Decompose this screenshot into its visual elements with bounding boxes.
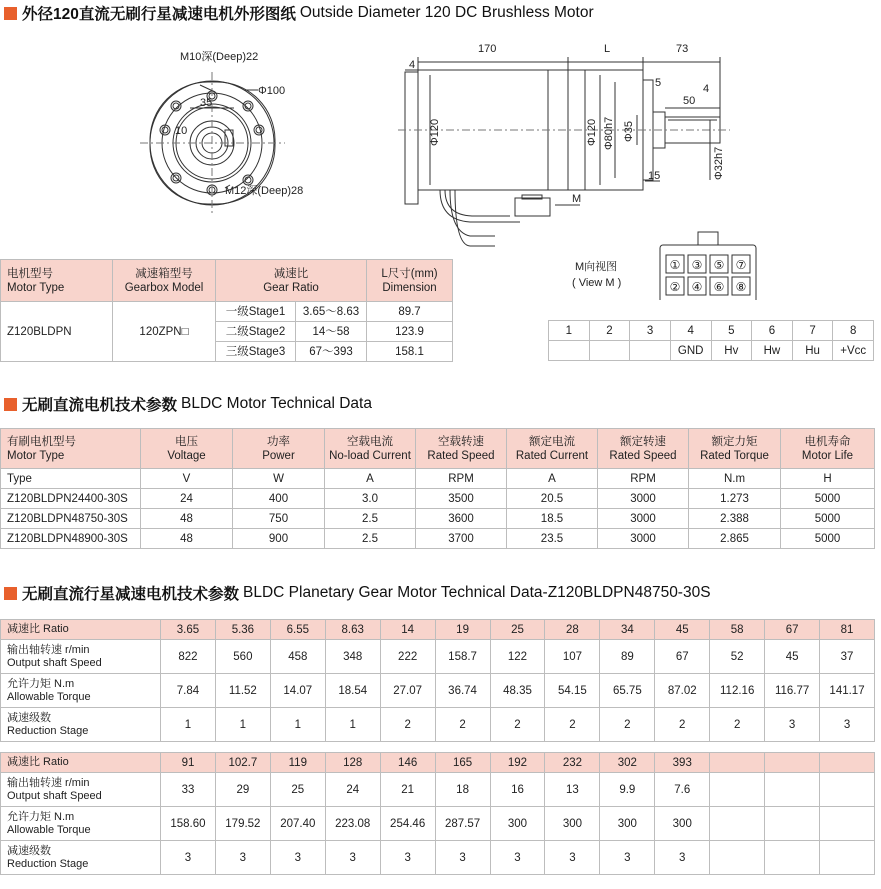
stage-value: 3 — [600, 841, 655, 875]
ratio-value — [710, 753, 765, 773]
unit-cell: H — [781, 469, 875, 489]
torque-value — [710, 807, 765, 841]
table-row — [1, 509, 875, 529]
stage-value: 2 — [655, 708, 710, 742]
pin-number: 2 — [589, 321, 630, 341]
label-4b: 4 — [703, 83, 710, 95]
pin-number: 1 — [549, 321, 590, 341]
stage-value: 2 — [435, 708, 490, 742]
label-5: 5 — [655, 77, 662, 89]
torque-value: 27.07 — [380, 674, 435, 708]
section-title-en: BLDC Planetary Gear Motor Technical Data-Z120BLDPN48750-30S — [243, 584, 711, 601]
table-cell: 48 — [141, 529, 233, 549]
stage-value: 3 — [161, 841, 216, 875]
stage-value: 3 — [215, 841, 270, 875]
speed-value: 822 — [161, 640, 216, 674]
unit-cell: RPM — [416, 469, 507, 489]
stage-row — [1, 708, 875, 742]
table-cell: 5000 — [781, 489, 875, 509]
ratio-value: 19 — [435, 620, 490, 640]
table-cell: 3000 — [598, 509, 689, 529]
stage-label: 一级Stage1 — [216, 302, 296, 322]
speed-value: 21 — [380, 773, 435, 807]
model-cell: Z120BLDPN48900-30S — [1, 529, 141, 549]
speed-value — [710, 773, 765, 807]
model-cell: Z120BLDPN48750-30S — [1, 509, 141, 529]
row-label: 输出轴转速 r/min Output shaft Speed — [1, 640, 161, 674]
pin-label: ② — [669, 280, 681, 294]
header-gear-ratio: 减速比 Gear Ratio — [216, 260, 367, 302]
pin-label: ⑧ — [735, 280, 747, 294]
header-cell: 额定转速 Rated Speed — [598, 429, 689, 469]
torque-value: 300 — [655, 807, 710, 841]
table-cell: 24 — [141, 489, 233, 509]
unit-cell: V — [141, 469, 233, 489]
row-label: 减速级数 Reduction Stage — [1, 841, 161, 875]
stage-value: 3 — [765, 708, 820, 742]
torque-value: 65.75 — [600, 674, 655, 708]
ratio-value: 6.55 — [270, 620, 325, 640]
table-row — [1, 529, 875, 549]
table-cell: 3000 — [598, 529, 689, 549]
side-view — [398, 57, 730, 246]
torque-value: 254.46 — [380, 807, 435, 841]
connector-view-en: ( View M ) — [572, 277, 622, 289]
row-label: 输出轴转速 r/min Output shaft Speed — [1, 773, 161, 807]
section-title-gear — [4, 582, 711, 604]
pin-label: ⑦ — [735, 258, 747, 272]
header-gearbox-model: 减速箱型号 Gearbox Model — [113, 260, 216, 302]
table-cell: 750 — [233, 509, 325, 529]
speed-value: 89 — [600, 640, 655, 674]
section-title-en: BLDC Motor Technical Data — [181, 395, 372, 412]
table-cell: 5000 — [781, 509, 875, 529]
speed-value: 13 — [545, 773, 600, 807]
ratio-range: 67～393 — [296, 342, 367, 362]
pin-label: ④ — [691, 280, 703, 294]
torque-value: 158.60 — [161, 807, 216, 841]
section-marker-icon — [4, 587, 17, 600]
ratio-value: 5.36 — [215, 620, 270, 640]
row-label: 减速比 Ratio — [1, 753, 161, 773]
stage-value: 2 — [600, 708, 655, 742]
dimension-value: 158.1 — [367, 342, 453, 362]
speed-value: 45 — [765, 640, 820, 674]
pin-label: ⑥ — [713, 280, 725, 294]
ratio-value: 119 — [270, 753, 325, 773]
table-cell: 3600 — [416, 509, 507, 529]
pin-label: ③ — [691, 258, 703, 272]
speed-value: 122 — [490, 640, 545, 674]
label-phi120b: Φ120 — [586, 118, 598, 146]
torque-value — [820, 807, 875, 841]
torque-value: 300 — [545, 807, 600, 841]
stage-value — [765, 841, 820, 875]
torque-value: 223.08 — [325, 807, 380, 841]
ratio-value: 192 — [490, 753, 545, 773]
header-cell: 有刷电机型号 Motor Type — [1, 429, 141, 469]
speed-value: 348 — [325, 640, 380, 674]
pin-label: ① — [669, 258, 681, 272]
label-d35: 35 — [200, 97, 213, 109]
stage-value: 3 — [380, 841, 435, 875]
ratio-value: 146 — [380, 753, 435, 773]
pin-number: 8 — [833, 321, 874, 341]
stage-row — [1, 841, 875, 875]
torque-value: 36.74 — [435, 674, 490, 708]
header-cell: 额定电流 Rated Current — [507, 429, 598, 469]
gear-table-block2 — [0, 752, 875, 875]
speed-value: 458 — [270, 640, 325, 674]
ratio-value: 25 — [490, 620, 545, 640]
pin-number: 4 — [670, 321, 711, 341]
header-motor-type: 电机型号 Motor Type — [1, 260, 113, 302]
label-phi80: Φ80h7 — [603, 116, 615, 150]
table-cell: 3000 — [598, 489, 689, 509]
ratio-value: 67 — [765, 620, 820, 640]
speed-value: 33 — [161, 773, 216, 807]
pin-signal — [589, 341, 630, 361]
torque-value — [765, 807, 820, 841]
header-dimension: L尺寸(mm) Dimension — [367, 260, 453, 302]
ratio-value: 14 — [380, 620, 435, 640]
speed-value: 107 — [545, 640, 600, 674]
stage-value: 2 — [380, 708, 435, 742]
stage-value: 3 — [655, 841, 710, 875]
torque-value: 116.77 — [765, 674, 820, 708]
pin-signal: Hu — [792, 341, 833, 361]
ratio-value — [820, 753, 875, 773]
motor-dimension-table — [0, 259, 453, 362]
section-title-cn: 无刷直流电机技术参数 — [22, 397, 178, 414]
stage-value — [820, 841, 875, 875]
pin-signal — [630, 341, 671, 361]
pin-signal: Hw — [752, 341, 793, 361]
dimension-value: 123.9 — [367, 322, 453, 342]
connector-view-cn: M向视图 — [575, 261, 618, 273]
label-170: 170 — [478, 43, 497, 55]
speed-row — [1, 640, 875, 674]
torque-value: 54.15 — [545, 674, 600, 708]
speed-value: 222 — [380, 640, 435, 674]
torque-value: 179.52 — [215, 807, 270, 841]
ratio-value: 3.65 — [161, 620, 216, 640]
header-cell: 额定力矩 Rated Torque — [689, 429, 781, 469]
gearbox-model: 120ZPN□ — [113, 302, 216, 362]
unit-cell: A — [325, 469, 416, 489]
section-title-en: Outside Diameter 120 DC Brushless Motor — [299, 4, 594, 21]
ratio-value: 34 — [600, 620, 655, 640]
section-title-cn: 无刷直流行星减速电机技术参数 — [22, 586, 240, 603]
label-73: 73 — [676, 43, 689, 55]
torque-row — [1, 807, 875, 841]
table-cell: 2.5 — [325, 529, 416, 549]
speed-value: 25 — [270, 773, 325, 807]
stage-value: 2 — [490, 708, 545, 742]
torque-value: 300 — [600, 807, 655, 841]
header-cell: 功率 Power — [233, 429, 325, 469]
gear-table-block1 — [0, 619, 875, 742]
label-4a: 4 — [409, 59, 416, 71]
torque-value: 300 — [490, 807, 545, 841]
ratio-value: 232 — [545, 753, 600, 773]
table-cell: 18.5 — [507, 509, 598, 529]
motor-model: Z120BLDPN — [1, 302, 113, 362]
table-cell: 48 — [141, 509, 233, 529]
ratio-value: 58 — [710, 620, 765, 640]
pin-number: 6 — [752, 321, 793, 341]
ratio-range: 3.65～8.63 — [296, 302, 367, 322]
speed-value: 67 — [655, 640, 710, 674]
speed-value: 9.9 — [600, 773, 655, 807]
table-cell: 3.0 — [325, 489, 416, 509]
speed-value: 158.7 — [435, 640, 490, 674]
pin-signal: Hv — [711, 341, 752, 361]
torque-value: 48.35 — [490, 674, 545, 708]
speed-value: 52 — [710, 640, 765, 674]
torque-value: 287.57 — [435, 807, 490, 841]
pin-signal: +Vcc — [833, 341, 874, 361]
pin-signal — [549, 341, 590, 361]
table-cell: 2.388 — [689, 509, 781, 529]
label-phi32: Φ32h7 — [713, 146, 725, 180]
section-title-bldc — [4, 393, 372, 415]
outline-drawing — [0, 0, 881, 300]
stage-value: 3 — [325, 841, 380, 875]
stage-label: 三级Stage3 — [216, 342, 296, 362]
table-cell: 23.5 — [507, 529, 598, 549]
label-phi120a: Φ120 — [429, 118, 441, 146]
torque-value: 207.40 — [270, 807, 325, 841]
table-cell: 400 — [233, 489, 325, 509]
speed-value: 16 — [490, 773, 545, 807]
ratio-value: 81 — [820, 620, 875, 640]
ratio-value: 45 — [655, 620, 710, 640]
unit-cell: W — [233, 469, 325, 489]
header-cell: 空载转速 Rated Speed — [416, 429, 507, 469]
label-d10: 10 — [175, 125, 188, 137]
torque-value: 112.16 — [710, 674, 765, 708]
pin-number: 3 — [630, 321, 671, 341]
speed-value — [765, 773, 820, 807]
ratio-range: 14～58 — [296, 322, 367, 342]
header-cell: 电压 Voltage — [141, 429, 233, 469]
speed-value: 560 — [215, 640, 270, 674]
section-title-cn: 外径120直流无刷行星减速电机外形图纸 — [22, 6, 296, 23]
label-m10: M10深(Deep)22 — [180, 51, 259, 63]
stage-value: 1 — [270, 708, 325, 742]
ratio-value: 393 — [655, 753, 710, 773]
torque-value: 141.17 — [820, 674, 875, 708]
stage-value: 1 — [215, 708, 270, 742]
table-cell: 3700 — [416, 529, 507, 549]
header-cell: 空载电流 No-load Current — [325, 429, 416, 469]
table-cell: 3500 — [416, 489, 507, 509]
speed-row — [1, 773, 875, 807]
row-label: 减速级数 Reduction Stage — [1, 708, 161, 742]
unit-cell: RPM — [598, 469, 689, 489]
header-cell: 电机寿命 Motor Life — [781, 429, 875, 469]
pin-label: ⑤ — [713, 258, 725, 272]
table-cell: 2.5 — [325, 509, 416, 529]
label-50: 50 — [683, 95, 696, 107]
ratio-value: 128 — [325, 753, 380, 773]
stage-value: 3 — [820, 708, 875, 742]
ratio-value: 302 — [600, 753, 655, 773]
unit-cell: N.m — [689, 469, 781, 489]
unit-cell: A — [507, 469, 598, 489]
table-cell: 1.273 — [689, 489, 781, 509]
ratio-value: 165 — [435, 753, 490, 773]
row-label: 减速比 Ratio — [1, 620, 161, 640]
label-l: L — [604, 43, 611, 55]
stage-value: 3 — [435, 841, 490, 875]
torque-row — [1, 674, 875, 708]
dimension-value: 89.7 — [367, 302, 453, 322]
unit-cell: Type — [1, 469, 141, 489]
label-d100: Φ100 — [258, 85, 286, 97]
ratio-value: 28 — [545, 620, 600, 640]
stage-value: 3 — [270, 841, 325, 875]
stage-label: 二级Stage2 — [216, 322, 296, 342]
torque-value: 87.02 — [655, 674, 710, 708]
stage-value: 2 — [710, 708, 765, 742]
stage-value: 1 — [325, 708, 380, 742]
torque-value: 11.52 — [215, 674, 270, 708]
speed-value: 29 — [215, 773, 270, 807]
stage-value: 3 — [545, 841, 600, 875]
table-cell: 20.5 — [507, 489, 598, 509]
pin-table — [548, 320, 874, 361]
table-cell: 5000 — [781, 529, 875, 549]
speed-value: 18 — [435, 773, 490, 807]
ratio-value: 8.63 — [325, 620, 380, 640]
ratio-value — [765, 753, 820, 773]
table-row — [1, 489, 875, 509]
pin-number: 5 — [711, 321, 752, 341]
ratio-value: 102.7 — [215, 753, 270, 773]
ratio-row — [1, 620, 875, 640]
label-phi35: Φ35 — [623, 120, 635, 142]
bldc-motor-table — [0, 428, 875, 549]
pin-number: 7 — [792, 321, 833, 341]
ratio-value: 91 — [161, 753, 216, 773]
section-marker-icon — [4, 398, 17, 411]
table-cell: 2.865 — [689, 529, 781, 549]
label-15: 15 — [648, 170, 661, 182]
stage-value: 1 — [161, 708, 216, 742]
speed-value: 37 — [820, 640, 875, 674]
model-cell: Z120BLDPN24400-30S — [1, 489, 141, 509]
torque-value: 7.84 — [161, 674, 216, 708]
torque-value: 14.07 — [270, 674, 325, 708]
stage-value: 3 — [490, 841, 545, 875]
stage-value — [710, 841, 765, 875]
label-m12: M12深(Deep)28 — [225, 185, 304, 197]
speed-value — [820, 773, 875, 807]
table-cell: 900 — [233, 529, 325, 549]
stage-value: 2 — [545, 708, 600, 742]
pin-signal: GND — [670, 341, 711, 361]
row-label: 允许力矩 N.m Allowable Torque — [1, 674, 161, 708]
label-m: M — [572, 193, 582, 205]
row-label: 允许力矩 N.m Allowable Torque — [1, 807, 161, 841]
speed-value: 24 — [325, 773, 380, 807]
torque-value: 18.54 — [325, 674, 380, 708]
speed-value: 7.6 — [655, 773, 710, 807]
ratio-row — [1, 753, 875, 773]
